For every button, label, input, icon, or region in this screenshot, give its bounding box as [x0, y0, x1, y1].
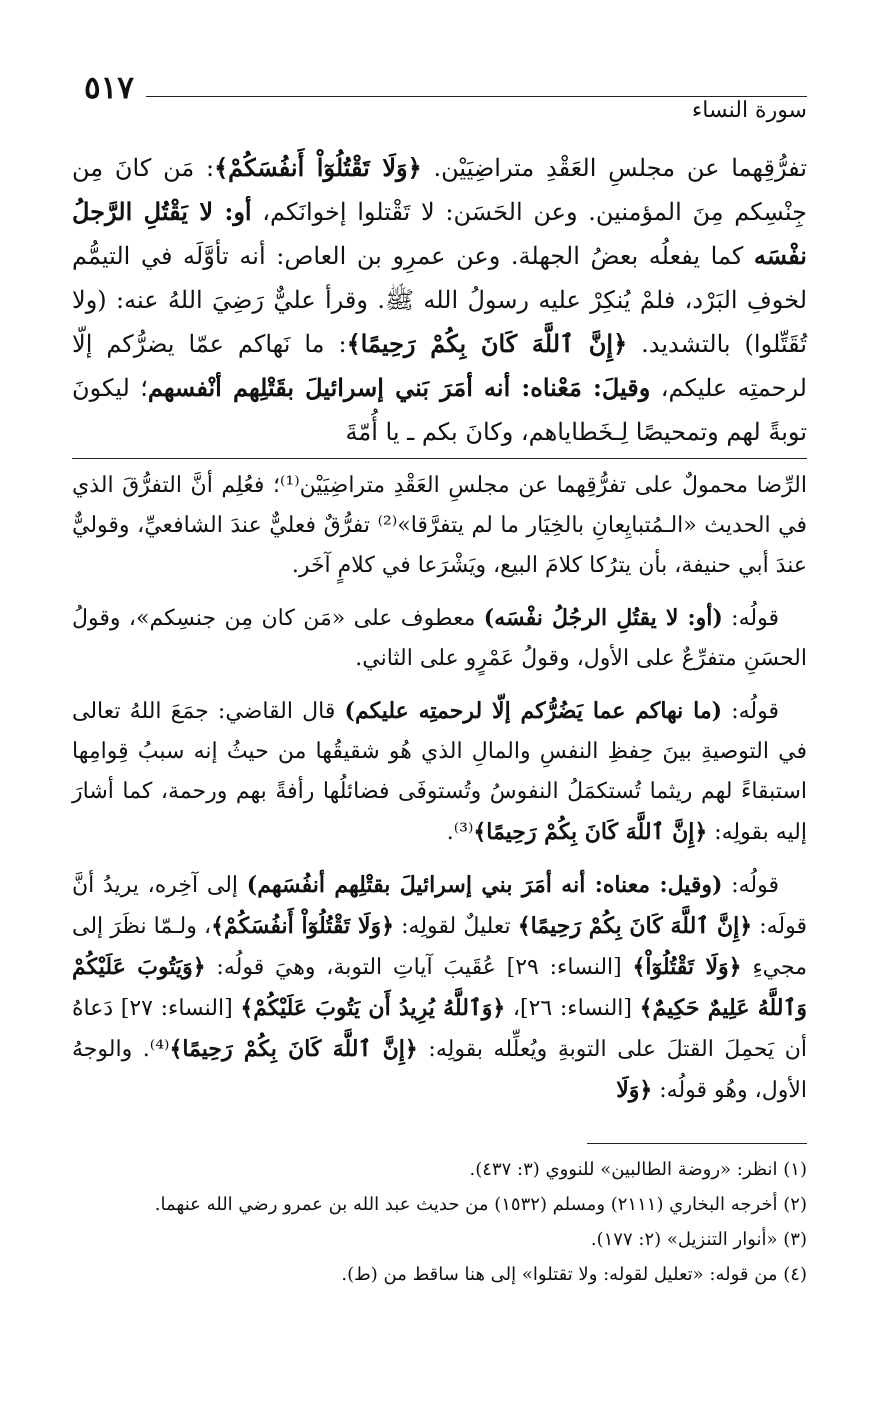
quran-verse: ﴿إِنَّ ٱللَّهَ كَانَ بِكُمْ رَحِيمًا﴾ — [473, 819, 708, 845]
commentary-paragraph — [72, 865, 807, 1111]
main-paragraph — [72, 146, 807, 454]
commentary-text — [72, 466, 807, 1123]
quran-verse: ﴿وَلَا تَقْتُلُوٓاْ أَنفُسَكُمْ﴾ — [211, 913, 395, 939]
main-text — [72, 146, 807, 454]
main-text-run: تفرُّقِهما عن مجلسِ العَقْدِ متراضِيَيْن. — [421, 154, 807, 182]
section-divider — [72, 458, 807, 459]
commentary-paragraph: الرِّضا محمولٌ على تفرُّقِهما عن مجلسِ العَقْدِ متراضِيَيْن⁽¹⁾؛ فعُلِم أنَّ التفرُّقَ الذي في الحديث «الـمُتبايِعانِ بالخِيَار ما لم يتفرَّقا»⁽²⁾ تفرُّقٌ فعليٌّ عندَ الشافعيِّ، وقوليٌّ عندَ أبي حنيفة، بأن يترُكا كلامَ البيع، ويَشْرَعا في كلامٍ آخَر. — [72, 473, 807, 578]
quran-verse: ﴿وَلَا تَقْتُلُوٓاْ﴾ — [632, 954, 742, 980]
main-text-run: : ما نَهاكم عمّا يضرُّكم إلّا لرحمتِه عليكم، — [72, 330, 807, 402]
commentary-run: ⁽⁴⁾. والوجهُ الأول، وهُو قولُه: — [72, 1037, 807, 1103]
commentary-run: قولُه: — [722, 873, 779, 898]
quran-verse: ﴿إِنَّ ٱللَّهَ كَانَ بِكُمْ رَحِيمًا﴾ — [517, 913, 753, 939]
quran-verse: ﴿وَٱللَّهُ يُرِيدُ أَن يَتُوبَ عَلَيْكُمْ﴾ — [240, 995, 506, 1021]
quran-verse: ﴿إِنَّ ٱللَّهَ كَانَ بِكُمْ رَحِيمًا﴾ — [169, 1036, 418, 1062]
footnote: (٤) من قوله: «تعليل لقوله: ولا تقتلوا» إلى هنا ساقط من (ط). — [341, 1264, 807, 1285]
quran-verse: ﴿وَلَا تَقْتُلُوٓاْ أَنفُسَكُمْ﴾ — [214, 153, 422, 182]
main-text-run: ؛ ليكونَ توبةً لهم وتمحيصًا لِـخَطاياهم، وكانَ بكم ـ يا أُمّةَ — [72, 374, 807, 446]
main-text-run: كما يفعلُه بعضُ الجهلة. وعن عمرِو بن العاص: أنه تأوَّلَه في التيمُّم لخوفِ البَرْد، فلمْ يُنكِرْ عليه رسولُ الله ﷺ. وقرأ عليٌّ رَضِيَ اللهُ عنه: (ولا تُقَتِّلوا) بالتشديد. — [72, 242, 807, 358]
footnotes — [72, 1152, 807, 1292]
commentary-run: [النساء: ٢٧] دَعاهُ أن يَحمِلَ القتلَ على التوبةِ ويُعلِّله بقولِه: — [72, 996, 808, 1062]
commentary-run: [النساء: ٢٦]، — [505, 996, 640, 1021]
footnote: (١) انظر: «روضة الطالبين» للنووي (٣: ٤٣٧). — [469, 1159, 807, 1180]
commentary-run: تعليلٌ لقولِه: — [394, 914, 518, 939]
quran-verse: ﴿وَيَتُوبَ عَلَيْكُمْ وَٱللَّهُ عَلِيمٌ حَكِيمٌ﴾ — [72, 954, 808, 1021]
quran-verse: ﴿وَلَا — [616, 1077, 653, 1103]
commentary-run: قال القاضي: جمَعَ اللهُ تعالى في التوصيةِ بينَ حِفظِ النفسِ والمالِ الذي هُو شقيقُها من حيثُ إنه سببُ قِوامِها استبقاءً لهم ريثما تُستكمَلُ النفوسُ وتُستوفَى فضائلُها رأفةً بهم ورحمة، كما أشارَ إليه بقولِه: — [72, 699, 807, 845]
quran-verse: ﴿إِنَّ ٱللَّهَ كَانَ بِكُمْ رَحِيمًا﴾ — [346, 329, 628, 358]
page-number: ٥١٧ — [84, 70, 134, 106]
commentary-run: قولُه: — [722, 699, 779, 724]
footnote: (٢) أخرجه البخاري (٢١١١) ومسلم (١٥٣٢) من حديث عبد الله بن عمرو رضي الله عنهما. — [154, 1194, 807, 1215]
commentary-run: ⁽³⁾. — [446, 820, 474, 845]
page-header — [84, 70, 807, 130]
commentary-run: [النساء: ٢٩] عُقَيبَ آياتِ التوبة، وهيَ قولُه: — [205, 955, 633, 980]
footnote: (٣) «أنوار التنزيل» (٢: ١٧٧). — [590, 1229, 807, 1250]
commentary-lemma: (وقيل: معناه: أنه أمَرَ بني إسرائيلَ بقتْلِهم أنفُسَهم) — [246, 872, 723, 898]
commentary-lemma: (أو: لا يقتُلِ الرجُلُ نفْسَه) — [483, 605, 723, 631]
footnote-rule — [587, 1143, 807, 1144]
commentary-run: ، ولـمّا نظَرَ إلى مجيءِ — [72, 914, 808, 980]
main-text-run: : مَن كانَ مِن جِنْسِكم مِنَ المؤمنين. وعن الحَسَن: لا تَقْتلوا إخوانَكم، — [72, 154, 808, 226]
commentary-lemma: (ما نهاكم عما يَضُرُّكم إلّا لرحمتِه عليكم) — [344, 698, 723, 724]
commentary-paragraph — [72, 598, 807, 679]
main-bold-phrase: وقيلَ: مَعْناه: أنه أمَرَ بَني إسرائيلَ بقَتْلِهم أنْفسهم — [147, 373, 651, 402]
main-bold-phrase: أو: لا يَقْتُلِ الرَّجلُ نفْسَه — [72, 197, 807, 270]
header-rule — [146, 96, 807, 97]
commentary-paragraph — [72, 691, 807, 853]
commentary-run: إلى آخِره، يريدُ أنَّ قولَه: — [72, 873, 808, 939]
commentary-run: قولُه: — [722, 606, 779, 631]
surah-title: سورة النساء — [691, 98, 807, 123]
commentary-run: معطوف على «مَن كان مِن جنسِكم»، وقولُ الحسَنِ متفرِّعٌ على الأول، وقولُ عَمْرٍو على الثاني. — [72, 606, 807, 671]
